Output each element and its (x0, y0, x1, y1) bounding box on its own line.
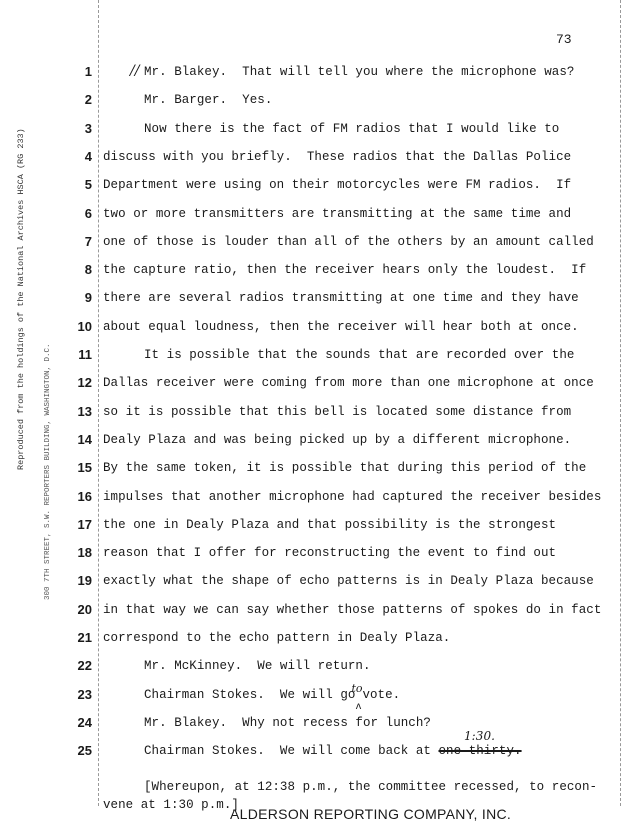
transcript-line (144, 93, 272, 107)
transcript-line (103, 405, 571, 419)
line-number: 24 (77, 714, 92, 730)
transcript-line (144, 659, 371, 673)
handwritten-insertion: to (351, 681, 363, 695)
line-number: 15 (77, 460, 92, 476)
transcript-line: Chairman Stokes. We will go to ʌ vote. (144, 681, 401, 713)
line-number: 16 (77, 488, 92, 504)
line-text: one of those is louder than all of the others by an amount called (103, 234, 594, 249)
transcript-line (103, 207, 571, 221)
handwritten-correction: 1:30. (464, 729, 496, 744)
line-number: 9 (84, 290, 92, 306)
transcript-line (103, 461, 586, 475)
transcript-line (103, 574, 594, 588)
line-number: 1 (84, 64, 92, 79)
transcript-line (103, 518, 556, 532)
archive-stamp: Reproduced from the holdings of the National Archives HSCA (RG 233) (16, 128, 26, 470)
transcript-line (144, 729, 522, 759)
transcript-line (103, 235, 594, 249)
transcript-line (103, 178, 571, 192)
transcript-line (103, 546, 556, 560)
transcript-line (144, 716, 431, 730)
closing-line-1: [Whereupon, at 12:38 p.m., the committee recessed, to recon- (144, 780, 598, 794)
line-text: Mr. Barger. Yes. (144, 93, 273, 108)
line-text: impulses that another microphone had captured the receiver besides (103, 489, 602, 504)
line-text: Department were using on their motorcycles were FM radios. If (103, 178, 572, 193)
left-margin-rule (98, 0, 99, 806)
line-number: 11 (78, 347, 92, 362)
transcript-line (103, 291, 579, 305)
transcript-line (103, 490, 601, 504)
transcript-line (144, 122, 559, 136)
line-text: Chairman Stokes. We will go (144, 687, 356, 702)
line-number: 21 (77, 630, 92, 645)
line-number: 3 (84, 120, 92, 136)
line-text-after: vote. (362, 687, 401, 702)
transcript-line (103, 433, 571, 447)
reporting-company-footer: ALDERSON REPORTING COMPANY, INC. (230, 806, 512, 822)
line-text: about equal loudness, then the receiver will hear both at once. (103, 319, 579, 334)
line-text: Now there is the fact of FM radios that I would like to (144, 121, 560, 136)
line-text: Mr. Blakey. Why not recess for lunch? (144, 715, 431, 730)
transcript-line (103, 320, 579, 334)
reporter-address: 300 7TH STREET, S.W. REPORTERS BUILDING, WASHINGTON, D.C. (44, 343, 52, 600)
line-text: By the same token, it is possible that during this period of the (103, 461, 587, 476)
line-text: in that way we can say whether those patterns of spokes do in fact (103, 602, 602, 617)
line-text: Mr. Blakey. That will tell you where the microphone was? (144, 65, 575, 79)
line-number: 25 (77, 743, 92, 759)
line-text: so it is possible that this bell is located some distance from (103, 404, 572, 419)
line-text: there are several radios transmitting at one time and they have (103, 291, 579, 306)
handwritten-mark: // (130, 63, 140, 79)
transcript-line (103, 150, 571, 164)
line-text: Dallas receiver were coming from more than one microphone at once (103, 376, 594, 391)
line-number: 13 (77, 403, 92, 419)
struck-text: one thirty. (438, 744, 522, 759)
transcript-line (103, 631, 450, 645)
line-number: 4 (84, 148, 92, 164)
line-text: Dealy Plaza and was being picked up by a different microphone. (103, 432, 572, 447)
transcript-line (103, 376, 594, 390)
line-text: the capture ratio, then the receiver hears only the loudest. If (103, 263, 587, 278)
line-text: Chairman Stokes. We will come back at (144, 744, 439, 759)
line-number: 18 (77, 545, 92, 561)
line-number: 22 (77, 658, 92, 674)
line-number: 10 (77, 318, 92, 334)
right-margin-rule (620, 0, 621, 806)
line-text: Mr. McKinney. We will return. (144, 659, 371, 674)
line-text: the one in Dealy Plaza and that possibility is the strongest (103, 517, 557, 532)
line-number: 17 (77, 516, 92, 532)
line-text: exactly what the shape of echo patterns is in Dealy Plaza because (103, 574, 594, 589)
transcript-line (103, 263, 586, 277)
line-text: discuss with you briefly. These radios that the Dallas Police (103, 149, 572, 164)
line-number: 23 (77, 686, 92, 702)
line-number: 8 (84, 262, 92, 278)
line-number: 12 (77, 375, 92, 391)
line-number: 14 (77, 431, 92, 447)
line-text: two or more transmitters are transmitting at the same time and (103, 206, 572, 221)
line-number: 2 (84, 92, 92, 108)
line-text: correspond to the echo pattern in Dealy Plaza. (103, 631, 451, 645)
line-number: 5 (84, 177, 92, 193)
transcript-line (130, 63, 575, 79)
line-number: 6 (84, 205, 92, 221)
transcript-line (144, 348, 574, 362)
line-number: 7 (84, 233, 92, 249)
transcript-line (103, 603, 601, 617)
page-number: 73 (556, 32, 572, 47)
line-number: 19 (77, 573, 92, 589)
line-number: 20 (77, 601, 92, 617)
line-text: It is possible that the sounds that are recorded over the (144, 348, 575, 362)
closing-line-2: vene at 1:30 p.m.] (103, 798, 239, 812)
line-text: reason that I offer for reconstructing the event to find out (103, 546, 557, 561)
